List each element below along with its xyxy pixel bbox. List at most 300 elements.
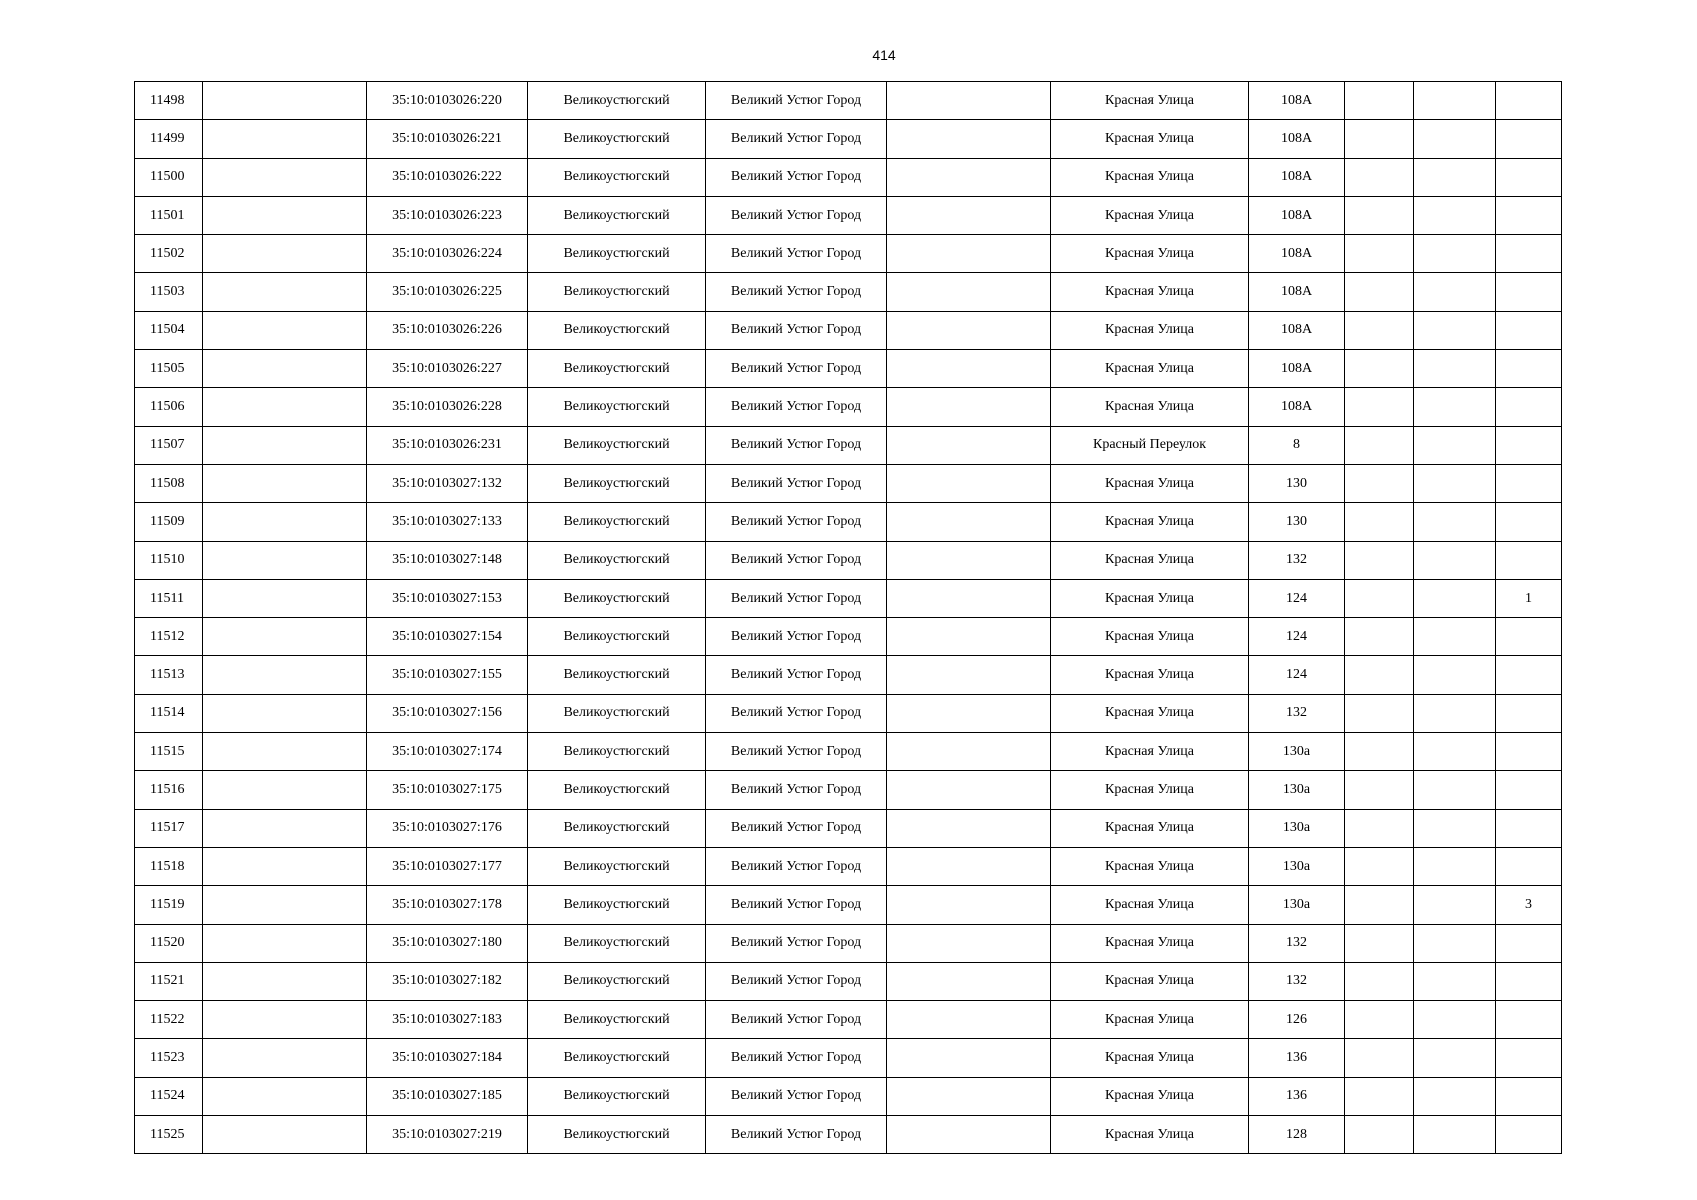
settlement-cell: Великий Устюг Город [706,82,887,120]
settlement-cell: Великий Устюг Город [706,1077,887,1115]
district-cell: Великоустюгский [528,1039,706,1077]
empty-cell [1414,1039,1496,1077]
house-number-cell: 130а [1249,886,1345,924]
street-cell: Красная Улица [1051,120,1249,158]
table-body [135,82,1562,1154]
table-row [135,962,1562,1000]
empty-cell [1345,924,1414,962]
empty-cell [1345,1039,1414,1077]
house-number-cell: 128 [1249,1116,1345,1154]
empty-cell [203,196,367,234]
empty-cell [203,1001,367,1039]
street-cell: Красная Улица [1051,656,1249,694]
empty-cell [203,120,367,158]
district-cell: Великоустюгский [528,733,706,771]
district-cell: Великоустюгский [528,158,706,196]
cadastral-number-cell: 35:10:0103026:223 [367,196,528,234]
district-cell: Великоустюгский [528,618,706,656]
house-number-cell: 8 [1249,426,1345,464]
street-cell: Красная Улица [1051,1116,1249,1154]
table-row [135,541,1562,579]
house-number-cell: 108А [1249,311,1345,349]
empty-cell [1414,541,1496,579]
cadastral-number-cell: 35:10:0103027:175 [367,771,528,809]
table-row [135,733,1562,771]
empty-cell [1345,350,1414,388]
street-cell: Красная Улица [1051,618,1249,656]
table-row [135,235,1562,273]
extra-value-cell [1496,541,1562,579]
house-number-cell: 130 [1249,503,1345,541]
house-number-cell: 124 [1249,618,1345,656]
empty-cell [203,1039,367,1077]
settlement-cell: Великий Устюг Город [706,235,887,273]
registry-table [134,81,1562,1154]
district-cell: Великоустюгский [528,579,706,617]
cadastral-number-cell: 35:10:0103027:183 [367,1001,528,1039]
cadastral-number-cell: 35:10:0103026:226 [367,311,528,349]
empty-cell [1414,120,1496,158]
empty-cell [1345,120,1414,158]
street-cell: Красная Улица [1051,541,1249,579]
district-cell: Великоустюгский [528,388,706,426]
empty-cell [887,503,1051,541]
empty-cell [1414,426,1496,464]
cadastral-number-cell: 35:10:0103027:174 [367,733,528,771]
row-number-cell: 11508 [135,464,203,502]
empty-cell [1414,962,1496,1000]
empty-cell [1414,503,1496,541]
cadastral-number-cell: 35:10:0103027:178 [367,886,528,924]
empty-cell [887,618,1051,656]
empty-cell [203,924,367,962]
empty-cell [887,426,1051,464]
extra-value-cell [1496,464,1562,502]
row-number-cell: 11519 [135,886,203,924]
cadastral-number-cell: 35:10:0103027:177 [367,847,528,885]
cadastral-number-cell: 35:10:0103027:133 [367,503,528,541]
street-cell: Красная Улица [1051,771,1249,809]
district-cell: Великоустюгский [528,656,706,694]
empty-cell [1345,426,1414,464]
empty-cell [887,120,1051,158]
empty-cell [887,388,1051,426]
settlement-cell: Великий Устюг Город [706,771,887,809]
empty-cell [887,1116,1051,1154]
street-cell: Красная Улица [1051,273,1249,311]
extra-value-cell [1496,733,1562,771]
settlement-cell: Великий Устюг Город [706,541,887,579]
empty-cell [887,962,1051,1000]
row-number-cell: 11509 [135,503,203,541]
extra-value-cell: 3 [1496,886,1562,924]
empty-cell [887,158,1051,196]
district-cell: Великоустюгский [528,1077,706,1115]
empty-cell [1414,311,1496,349]
district-cell: Великоустюгский [528,82,706,120]
cadastral-number-cell: 35:10:0103027:219 [367,1116,528,1154]
row-number-cell: 11523 [135,1039,203,1077]
district-cell: Великоустюгский [528,541,706,579]
empty-cell [887,311,1051,349]
empty-cell [203,1077,367,1115]
row-number-cell: 11524 [135,1077,203,1115]
district-cell: Великоустюгский [528,886,706,924]
empty-cell [1345,503,1414,541]
extra-value-cell [1496,656,1562,694]
table-row [135,273,1562,311]
house-number-cell: 132 [1249,541,1345,579]
empty-cell [1345,464,1414,502]
extra-value-cell [1496,235,1562,273]
empty-cell [1345,579,1414,617]
empty-cell [1345,158,1414,196]
settlement-cell: Великий Устюг Город [706,694,887,732]
empty-cell [1414,579,1496,617]
empty-cell [203,656,367,694]
row-number-cell: 11506 [135,388,203,426]
street-cell: Красная Улица [1051,350,1249,388]
empty-cell [1414,82,1496,120]
empty-cell [1345,82,1414,120]
street-cell: Красная Улица [1051,82,1249,120]
empty-cell [1345,733,1414,771]
page-number: 414 [872,47,896,63]
empty-cell [887,924,1051,962]
settlement-cell: Великий Устюг Город [706,886,887,924]
house-number-cell: 132 [1249,962,1345,1000]
row-number-cell: 11501 [135,196,203,234]
district-cell: Великоустюгский [528,464,706,502]
empty-cell [1345,1077,1414,1115]
house-number-cell: 108А [1249,120,1345,158]
extra-value-cell [1496,694,1562,732]
cadastral-number-cell: 35:10:0103026:231 [367,426,528,464]
table-row [135,1077,1562,1115]
empty-cell [1414,1001,1496,1039]
empty-cell [887,464,1051,502]
empty-cell [887,694,1051,732]
cadastral-number-cell: 35:10:0103027:180 [367,924,528,962]
table-row [135,158,1562,196]
settlement-cell: Великий Устюг Город [706,196,887,234]
table-row [135,1039,1562,1077]
district-cell: Великоустюгский [528,426,706,464]
empty-cell [1345,235,1414,273]
empty-cell [203,1116,367,1154]
settlement-cell: Великий Устюг Город [706,273,887,311]
cadastral-number-cell: 35:10:0103027:182 [367,962,528,1000]
empty-cell [1414,847,1496,885]
district-cell: Великоустюгский [528,1001,706,1039]
empty-cell [203,235,367,273]
empty-cell [1414,886,1496,924]
extra-value-cell [1496,1116,1562,1154]
cadastral-number-cell: 35:10:0103026:224 [367,235,528,273]
house-number-cell: 130а [1249,847,1345,885]
house-number-cell: 108А [1249,273,1345,311]
empty-cell [1414,388,1496,426]
empty-cell [1345,196,1414,234]
cadastral-number-cell: 35:10:0103027:132 [367,464,528,502]
street-cell: Красная Улица [1051,924,1249,962]
table-row [135,1001,1562,1039]
settlement-cell: Великий Устюг Город [706,962,887,1000]
row-number-cell: 11505 [135,350,203,388]
empty-cell [887,809,1051,847]
row-number-cell: 11499 [135,120,203,158]
street-cell: Красная Улица [1051,847,1249,885]
empty-cell [1345,694,1414,732]
house-number-cell: 108А [1249,82,1345,120]
empty-cell [203,809,367,847]
empty-cell [887,656,1051,694]
empty-cell [203,847,367,885]
empty-cell [203,503,367,541]
empty-cell [203,541,367,579]
cadastral-number-cell: 35:10:0103026:222 [367,158,528,196]
cadastral-number-cell: 35:10:0103026:228 [367,388,528,426]
empty-cell [203,273,367,311]
house-number-cell: 126 [1249,1001,1345,1039]
empty-cell [887,1001,1051,1039]
empty-cell [203,771,367,809]
cadastral-number-cell: 35:10:0103027:154 [367,618,528,656]
house-number-cell: 130 [1249,464,1345,502]
street-cell: Красная Улица [1051,503,1249,541]
table-row [135,924,1562,962]
empty-cell [887,541,1051,579]
row-number-cell: 11498 [135,82,203,120]
table-row [135,771,1562,809]
street-cell: Красная Улица [1051,196,1249,234]
street-cell: Красная Улица [1051,158,1249,196]
settlement-cell: Великий Устюг Город [706,809,887,847]
district-cell: Великоустюгский [528,235,706,273]
settlement-cell: Великий Устюг Город [706,924,887,962]
extra-value-cell [1496,426,1562,464]
cadastral-number-cell: 35:10:0103027:155 [367,656,528,694]
extra-value-cell [1496,1077,1562,1115]
street-cell: Красная Улица [1051,1077,1249,1115]
extra-value-cell [1496,1001,1562,1039]
district-cell: Великоустюгский [528,1116,706,1154]
empty-cell [203,388,367,426]
settlement-cell: Великий Устюг Город [706,503,887,541]
empty-cell [1414,464,1496,502]
row-number-cell: 11514 [135,694,203,732]
district-cell: Великоустюгский [528,962,706,1000]
street-cell: Красная Улица [1051,311,1249,349]
extra-value-cell [1496,924,1562,962]
extra-value-cell [1496,847,1562,885]
cadastral-number-cell: 35:10:0103027:156 [367,694,528,732]
empty-cell [1414,924,1496,962]
settlement-cell: Великий Устюг Город [706,388,887,426]
empty-cell [1414,196,1496,234]
settlement-cell: Великий Устюг Город [706,350,887,388]
cadastral-number-cell: 35:10:0103027:176 [367,809,528,847]
house-number-cell: 130а [1249,733,1345,771]
extra-value-cell [1496,618,1562,656]
house-number-cell: 108А [1249,196,1345,234]
table-row [135,196,1562,234]
empty-cell [1345,1116,1414,1154]
settlement-cell: Великий Устюг Город [706,464,887,502]
empty-cell [203,82,367,120]
extra-value-cell [1496,350,1562,388]
empty-cell [203,158,367,196]
empty-cell [887,847,1051,885]
house-number-cell: 108А [1249,388,1345,426]
row-number-cell: 11515 [135,733,203,771]
empty-cell [887,350,1051,388]
settlement-cell: Великий Устюг Город [706,733,887,771]
empty-cell [1414,1077,1496,1115]
empty-cell [1345,388,1414,426]
district-cell: Великоустюгский [528,847,706,885]
row-number-cell: 11504 [135,311,203,349]
house-number-cell: 124 [1249,656,1345,694]
extra-value-cell [1496,1039,1562,1077]
settlement-cell: Великий Устюг Город [706,311,887,349]
settlement-cell: Великий Устюг Город [706,579,887,617]
table-row [135,656,1562,694]
extra-value-cell [1496,809,1562,847]
table-row [135,618,1562,656]
extra-value-cell [1496,120,1562,158]
street-cell: Красная Улица [1051,1001,1249,1039]
table-row [135,464,1562,502]
district-cell: Великоустюгский [528,809,706,847]
cadastral-number-cell: 35:10:0103026:227 [367,350,528,388]
settlement-cell: Великий Устюг Город [706,847,887,885]
district-cell: Великоустюгский [528,694,706,732]
extra-value-cell [1496,311,1562,349]
extra-value-cell [1496,273,1562,311]
street-cell: Красная Улица [1051,1039,1249,1077]
empty-cell [1414,656,1496,694]
row-number-cell: 11516 [135,771,203,809]
empty-cell [1345,1001,1414,1039]
empty-cell [1414,694,1496,732]
empty-cell [1345,656,1414,694]
row-number-cell: 11510 [135,541,203,579]
row-number-cell: 11521 [135,962,203,1000]
table-row [135,388,1562,426]
empty-cell [1345,771,1414,809]
row-number-cell: 11500 [135,158,203,196]
house-number-cell: 108А [1249,235,1345,273]
settlement-cell: Великий Устюг Город [706,618,887,656]
row-number-cell: 11503 [135,273,203,311]
extra-value-cell [1496,503,1562,541]
table-row [135,1116,1562,1154]
district-cell: Великоустюгский [528,196,706,234]
empty-cell [1345,847,1414,885]
empty-cell [1345,886,1414,924]
district-cell: Великоустюгский [528,311,706,349]
district-cell: Великоустюгский [528,771,706,809]
table-row [135,426,1562,464]
row-number-cell: 11502 [135,235,203,273]
cadastral-number-cell: 35:10:0103027:153 [367,579,528,617]
empty-cell [1345,618,1414,656]
table-row [135,809,1562,847]
empty-cell [1414,350,1496,388]
empty-cell [1414,273,1496,311]
table-row [135,847,1562,885]
house-number-cell: 136 [1249,1077,1345,1115]
district-cell: Великоустюгский [528,120,706,158]
row-number-cell: 11512 [135,618,203,656]
house-number-cell: 136 [1249,1039,1345,1077]
empty-cell [203,426,367,464]
row-number-cell: 11517 [135,809,203,847]
empty-cell [887,1039,1051,1077]
empty-cell [887,1077,1051,1115]
extra-value-cell [1496,962,1562,1000]
cadastral-number-cell: 35:10:0103026:221 [367,120,528,158]
empty-cell [1345,809,1414,847]
cadastral-number-cell: 35:10:0103027:148 [367,541,528,579]
extra-value-cell [1496,82,1562,120]
street-cell: Красный Переулок [1051,426,1249,464]
empty-cell [1414,158,1496,196]
street-cell: Красная Улица [1051,579,1249,617]
empty-cell [887,579,1051,617]
empty-cell [203,733,367,771]
extra-value-cell [1496,388,1562,426]
district-cell: Великоустюгский [528,273,706,311]
settlement-cell: Великий Устюг Город [706,120,887,158]
empty-cell [887,196,1051,234]
empty-cell [1345,273,1414,311]
empty-cell [203,311,367,349]
cadastral-number-cell: 35:10:0103026:225 [367,273,528,311]
empty-cell [1414,235,1496,273]
row-number-cell: 11518 [135,847,203,885]
settlement-cell: Великий Устюг Город [706,1001,887,1039]
district-cell: Великоустюгский [528,924,706,962]
empty-cell [1414,733,1496,771]
table-row [135,694,1562,732]
settlement-cell: Великий Устюг Город [706,656,887,694]
house-number-cell: 108А [1249,158,1345,196]
empty-cell [887,273,1051,311]
house-number-cell: 132 [1249,924,1345,962]
empty-cell [203,694,367,732]
house-number-cell: 130а [1249,771,1345,809]
table-row [135,350,1562,388]
street-cell: Красная Улица [1051,388,1249,426]
empty-cell [1414,809,1496,847]
row-number-cell: 11525 [135,1116,203,1154]
extra-value-cell [1496,196,1562,234]
house-number-cell: 124 [1249,579,1345,617]
empty-cell [203,618,367,656]
empty-cell [203,464,367,502]
table-row [135,82,1562,120]
street-cell: Красная Улица [1051,235,1249,273]
settlement-cell: Великий Устюг Город [706,426,887,464]
house-number-cell: 132 [1249,694,1345,732]
row-number-cell: 11522 [135,1001,203,1039]
street-cell: Красная Улица [1051,886,1249,924]
row-number-cell: 11520 [135,924,203,962]
row-number-cell: 11513 [135,656,203,694]
street-cell: Красная Улица [1051,809,1249,847]
